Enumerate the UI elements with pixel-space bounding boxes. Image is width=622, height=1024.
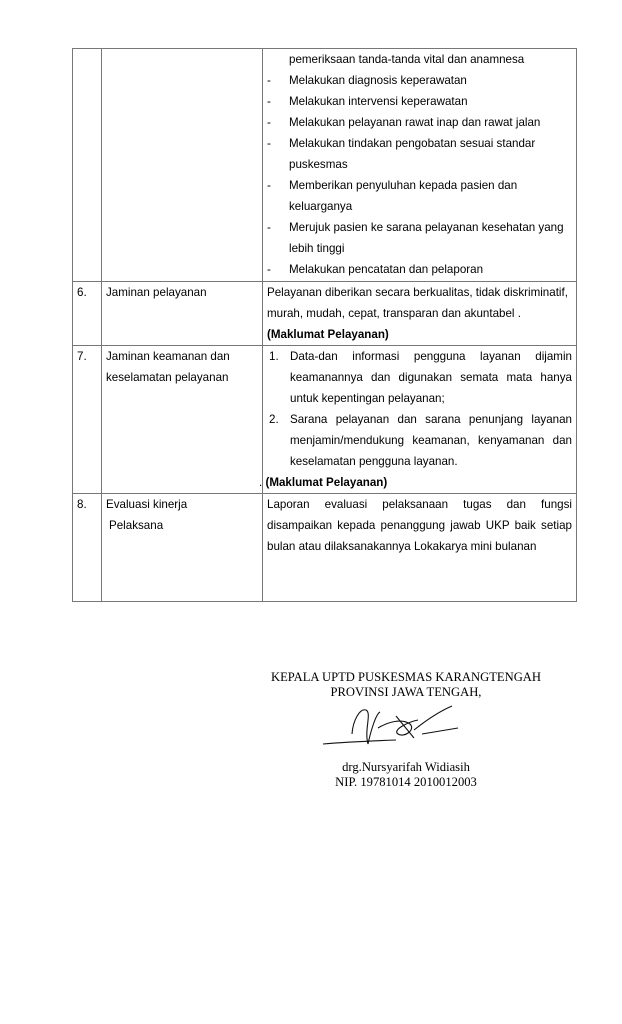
row-description (259, 346, 577, 494)
row-number (73, 49, 102, 282)
point-number: 1. (269, 350, 279, 363)
item-line: Evaluasi kinerja (106, 498, 188, 511)
row-number: 6. (73, 282, 102, 346)
item-line: Pelaksana (109, 519, 164, 532)
point-text: Data-dan informasi pengguna layanan dijamin keamanannya dan digunakan semata mata hanya untuk kepentingan pelayanan; (290, 350, 572, 405)
row-item (102, 494, 263, 602)
table-row (73, 494, 577, 602)
point-number: 2. (269, 413, 279, 426)
reference-prefix: . (259, 476, 263, 489)
list-item: - Melakukan pencatatan dan pelaporan (267, 259, 572, 280)
signatory-title-line2: PROVINSI JAWA TENGAH, (330, 685, 482, 699)
numbered-point (269, 346, 572, 409)
list-item: - Memberikan penyuluhan kepada pasien dan keluarganya (267, 175, 572, 217)
row-description (263, 282, 577, 346)
point-text: Sarana pelayanan dan sarana penunjang layanan menjamin/mendukung keamanan, kenyamanan dan keselamatan pengguna layanan. (290, 413, 572, 468)
signatory-nip: NIP. 19781014 2010012003 (335, 775, 477, 789)
service-standard-table (72, 48, 577, 602)
list-item: - Melakukan diagnosis keperawatan (267, 70, 572, 91)
list-item: - Melakukan intervensi keperawatan (267, 91, 572, 112)
reference-note: (Maklumat Pelayanan) (265, 476, 388, 489)
list-item: - Melakukan tindakan pengobatan sesuai standar puskesmas (267, 133, 572, 175)
row-description (263, 49, 577, 282)
reference-line (259, 472, 572, 493)
row-number: 7. (73, 346, 102, 494)
signatory-name: drg.Nursyarifah Widiasih (342, 760, 470, 774)
description-text: Pelayanan diberikan secara berkualitas, tidak diskriminatif, murah, mudah, cepat, transparan dan akuntabel . (267, 286, 568, 320)
row-description: Laporan evaluasi pelaksanaan tugas dan fungsi disampaikan kepada penanggung jawab UKP baik setiap bulan atau dilaksanakannya Lokakarya mini bulanan (263, 494, 577, 602)
list-item: - Melakukan pelayanan rawat inap dan rawat jalan (267, 112, 572, 133)
table-row (73, 49, 577, 282)
numbered-point (269, 409, 572, 472)
list-item: - Merujuk pasien ke sarana pelayanan kesehatan yang lebih tinggi (267, 217, 572, 259)
list-item: pemeriksaan tanda-tanda vital dan anamnesa (289, 53, 525, 66)
row-item (102, 49, 263, 282)
row-item: Jaminan pelayanan (102, 282, 263, 346)
signatory-title-line1: KEPALA UPTD PUSKESMAS KARANGTENGAH (271, 670, 541, 684)
handwritten-signature (318, 700, 468, 756)
table-row (73, 282, 577, 346)
table-row (73, 346, 577, 494)
row-number: 8. (73, 494, 102, 602)
reference-note: (Maklumat Pelayanan) (267, 328, 389, 341)
row-item: Jaminan keamanan dan keselamatan pelayanan (102, 346, 263, 494)
